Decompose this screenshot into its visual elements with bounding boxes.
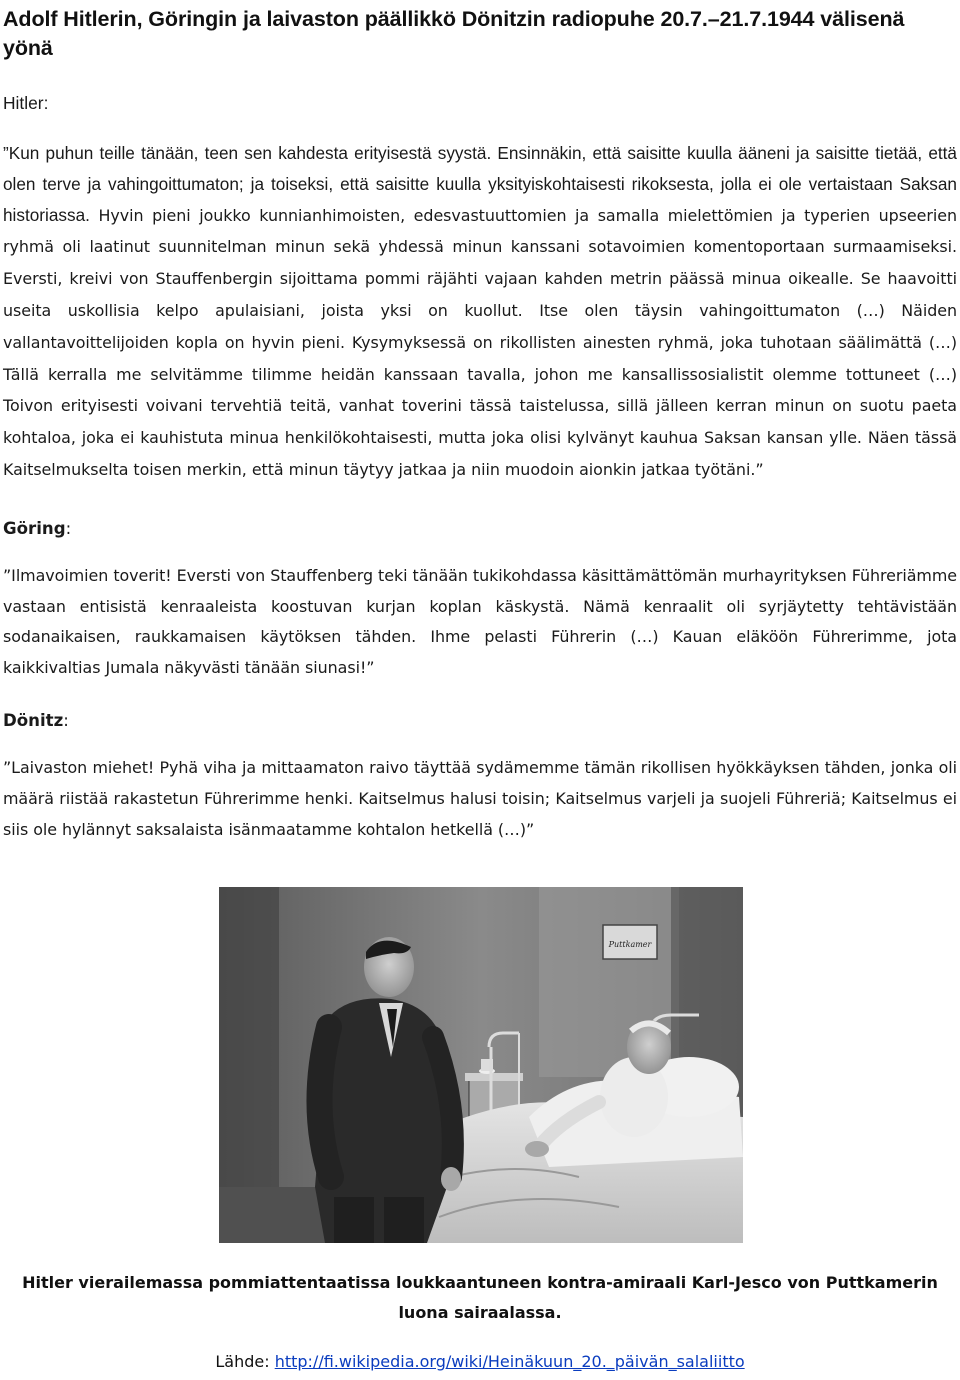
speaker-goring xyxy=(3,517,957,541)
speech-hitler-part2: Hyvin pieni joukko kunnianhimoisten, edesvastuuttomien ja samalla mielettömien ja typerien upseerien ryhmä oli laatinut suunnitelman minun sekä yhdessä minun kanssani sotavoimien komentoportaan surmaamiseksi. Eversti, kreivi von Stauffenbergin sijoittama pommi räjähti vajaan kahden metrin päässä minua oikealle. Se haavoitti useita uskollisia kelpo apulaisiani, joista yksi on kuollut. Itse olen täysin vahingoittumaton (…) Näiden vallantavoittelijoiden kopla on hyvin pieni. Kysymyksessä on rikollisten ainesten ryhmä, joka tuhotaan säälimättä (…) Tällä kerralla me selvitämme tilimme heidän kanssaan tavalla, johon me kansallissosialistit olemme tottuneet (…) Toivon erityisesti voivani tervehtiä teitä, vanhat toverini tässä taistelussa, sillä jälleen kerran minun on suotu paeta kohtaloa, joka ei kauhistuta minua henkilökohtaisesti, mutta joka olisi kylvänyt kauhua Saksan kansan ylle. Näen tässä Kaitselmukselta toisen merkin, että minun täytyy jatkaa ja niin muodoin aionkin jatkaa työtäni.” xyxy=(3,205,957,479)
speaker-goring-colon: : xyxy=(65,518,72,538)
source-line xyxy=(0,1350,960,1374)
speaker-goring-name: Göring xyxy=(3,518,66,538)
speaker-donitz-colon: : xyxy=(63,710,69,730)
speaker-hitler: Hitler: xyxy=(3,93,49,113)
hospital-photo xyxy=(219,887,743,1243)
document-title: Adolf Hitlerin, Göringin ja laivaston päällikkö Dönitzin radiopuhe 20.7.–21.7.1944 välisenä yönä xyxy=(3,7,905,60)
speech-goring: ”Ilmavoimien toverit! Eversti von Stauffenberg teki tänään tukikohdassa käsittämättömän murhayrityksen Führeriämme vastaan entisistä kenraaleista koostuvan kurjan koplan käskystä. Nämä kenraalit oli syrjäytetty tehtävistään sodanaikaisen, raukkamaisen käytöksen tähden. Ihme pelasti Führerin (…) Kauan eläköön Führerimme, jota kaikkivaltias Jumala näkyvästi tänään siunasi!” xyxy=(3,565,957,678)
name-sign-text: Puttkamer xyxy=(608,940,652,949)
speech-hitler-part1: ”Kun puhun teille tänään, teen sen kahdesta erityisestä syystä. Ensinnäkin, että saisitte kuulla ääneni ja saisitte tietää, että olen terve ja vahingoittumaton; ja toiseksi, että saisitte kuulla yksityiskohtaisesti rikoksesta, jolla ei ole vertaistaan Saksan historiassa. xyxy=(3,143,957,225)
source-link[interactable]: http://fi.wikipedia.org/wiki/Heinäkuun_20._päivän_salaliitto xyxy=(274,1352,745,1371)
speech-hitler xyxy=(3,138,957,486)
speech-donitz: ”Laivaston miehet! Pyhä viha ja mittaamaton raivo täyttää sydämemme tämän rikollisen hyökkäyksen tähden, jonka oli määrä riistää rakastetun Führerimme henki. Kaitselmus halusi toisin; Kaitselmus varjeli ja suojeli Führeriä; Kaitselmus ei siis ole hylännyt saksalaista isänmaatamme kohtalon hetkellä (…)” xyxy=(3,757,957,839)
name-sign xyxy=(603,925,657,959)
speaker-donitz xyxy=(3,709,957,733)
photo-caption: Hitler vierailemassa pommiattentaatissa loukkaantuneen kontra-amiraali Karl-Jesco von Puttkamerin luona sairaalassa. xyxy=(22,1273,938,1322)
speaker-donitz-name: Dönitz xyxy=(3,710,64,730)
source-label: Lähde: xyxy=(215,1352,275,1371)
